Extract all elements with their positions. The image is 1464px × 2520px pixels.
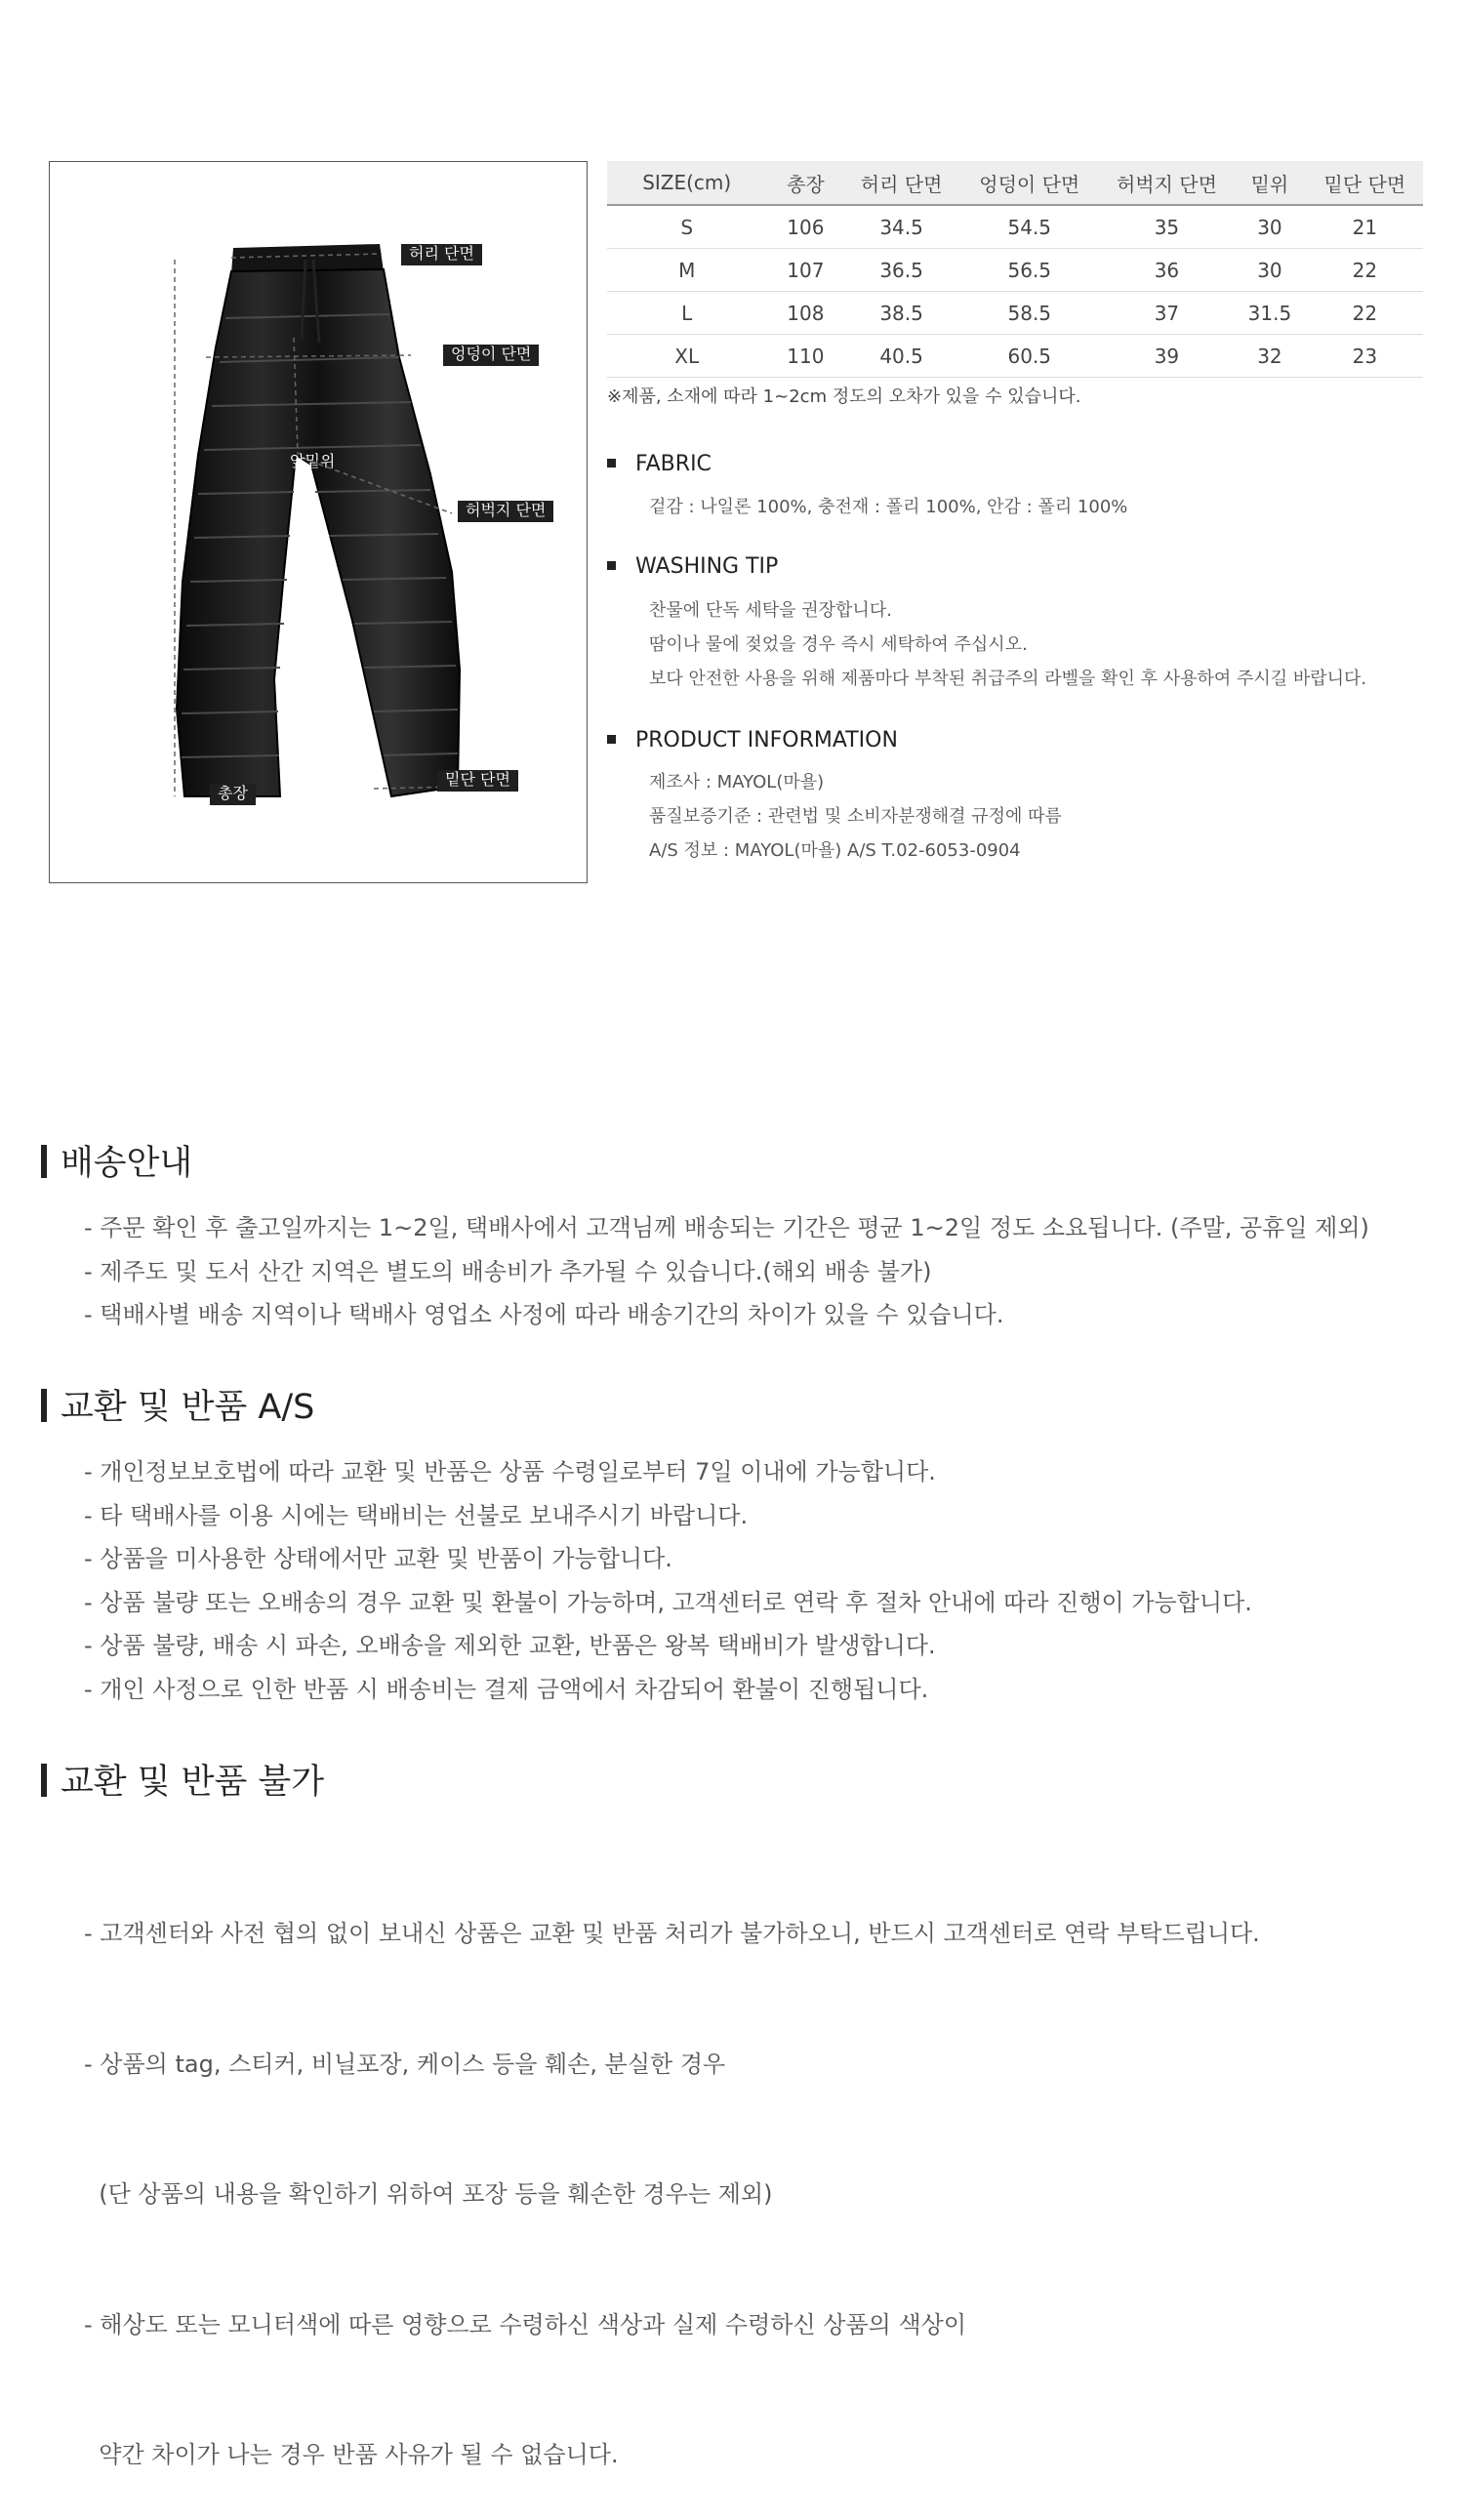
- table-cell: 30: [1233, 249, 1307, 292]
- header-hem: 밑단 단면: [1307, 161, 1423, 205]
- square-bullet-icon: [607, 561, 616, 570]
- list-item: - 상품을 미사용한 상태에서만 교환 및 반품이 가능합니다.: [84, 1545, 672, 1572]
- washing-line: 땀이나 물에 젖었을 경우 즉시 세탁하여 주십시오.: [649, 634, 1028, 655]
- header-rise: 밑위: [1233, 161, 1307, 205]
- washing-line: 찬물에 단독 세탁을 권장합니다.: [649, 600, 892, 621]
- header-size: SIZE(cm): [607, 161, 766, 205]
- table-cell: 22: [1307, 249, 1423, 292]
- header-thigh: 허벅지 단면: [1101, 161, 1233, 205]
- table-cell: 32: [1233, 335, 1307, 378]
- table-cell: 107: [766, 249, 844, 292]
- list-item: - 상품의 tag, 스티커, 비닐포장, 케이스 등을 훼손, 분실한 경우: [84, 2050, 726, 2078]
- table-row: [607, 249, 1423, 292]
- label-thigh: 허벅지 단면: [458, 501, 553, 522]
- product-info-heading: [607, 728, 898, 752]
- size-table: [607, 161, 1423, 378]
- square-bullet-icon: [607, 735, 616, 744]
- washing-body: [649, 593, 1366, 696]
- table-cell: 40.5: [844, 335, 957, 378]
- table-cell: 110: [766, 335, 844, 378]
- list-item: - 타 택배사를 이용 시에는 택배비는 선불로 보내주시기 바랍니다.: [84, 1501, 749, 1529]
- product-info-line: 제조사 : MAYOL(마욜): [649, 772, 825, 793]
- shipping-title: 배송안내: [61, 1144, 193, 1183]
- exchange-title: 교환 및 반품 A/S: [61, 1388, 315, 1427]
- shipping-list: [84, 1206, 1369, 1337]
- no-exchange-heading: [41, 1761, 324, 1804]
- fabric-body: [649, 490, 1127, 524]
- shipping-heading: [41, 1142, 192, 1185]
- product-info-body: [649, 765, 1062, 868]
- no-exchange-title: 교환 및 반품 불가: [61, 1763, 325, 1802]
- table-cell: 60.5: [958, 335, 1101, 378]
- washing-heading: [607, 554, 778, 579]
- table-cell: 54.5: [958, 205, 1101, 249]
- header-waist: 허리 단면: [844, 161, 957, 205]
- heading-bar: [41, 1145, 47, 1178]
- label-hem: 밑단 단면: [437, 770, 518, 792]
- table-cell: 22: [1307, 292, 1423, 335]
- table-cell: M: [607, 249, 766, 292]
- list-item: - 주문 확인 후 출고일까지는 1~2일, 택배사에서 고객님께 배송되는 기간은 평균 1~2일 정도 소요됩니다. (주말, 공휴일 제외): [84, 1214, 1369, 1241]
- pants-body: [177, 269, 460, 796]
- exchange-list: [84, 1450, 1252, 1711]
- table-cell: L: [607, 292, 766, 335]
- table-cell: 34.5: [844, 205, 957, 249]
- product-info-line: A/S 정보 : MAYOL(마욜) A/S T.02-6053-0904: [649, 840, 1021, 861]
- table-row: [607, 205, 1423, 249]
- header-hip: 엉덩이 단면: [958, 161, 1101, 205]
- label-length: 총장: [210, 784, 256, 805]
- size-note: ※제품, 소재에 따라 1~2cm 정도의 오차가 있을 수 있습니다.: [607, 386, 1081, 407]
- table-cell: 56.5: [958, 249, 1101, 292]
- list-item: - 개인정보보호법에 따라 교환 및 반품은 상품 수령일로부터 7일 이내에 가능합니다.: [84, 1458, 936, 1485]
- table-cell: 58.5: [958, 292, 1101, 335]
- list-item: 약간 차이가 나는 경우 반품 사유가 될 수 없습니다.: [84, 2441, 619, 2468]
- fabric-title: FABRIC: [635, 452, 712, 476]
- no-exchange-list: [84, 1825, 1260, 2520]
- table-cell: 21: [1307, 205, 1423, 249]
- table-cell: 35: [1101, 205, 1233, 249]
- fabric-line: 겉감 : 나일론 100%, 충전재 : 폴리 100%, 안감 : 폴리 100%: [649, 497, 1128, 517]
- list-item: - 해상도 또는 모니터색에 따른 영향으로 수령하신 색상과 실제 수령하신 상품의 색상이: [84, 2310, 967, 2338]
- washing-line: 보다 안전한 사용을 위해 제품마다 부착된 취급주의 라벨을 확인 후 사용하여 주시길 바랍니다.: [649, 669, 1367, 689]
- fabric-heading: [607, 452, 712, 476]
- table-cell: 108: [766, 292, 844, 335]
- label-front-rise: 앞밑위: [290, 452, 336, 470]
- table-cell: 38.5: [844, 292, 957, 335]
- heading-bar: [41, 1764, 47, 1797]
- product-info-title: PRODUCT INFORMATION: [635, 728, 898, 752]
- table-cell: 106: [766, 205, 844, 249]
- exchange-heading: [41, 1386, 314, 1429]
- list-item: - 개인 사정으로 인한 반품 시 배송비는 결제 금액에서 차감되어 환불이 진행됩니다.: [84, 1675, 929, 1703]
- product-figure: [49, 161, 588, 883]
- table-cell: XL: [607, 335, 766, 378]
- table-cell: S: [607, 205, 766, 249]
- table-cell: 37: [1101, 292, 1233, 335]
- table-cell: 36: [1101, 249, 1233, 292]
- table-row: [607, 292, 1423, 335]
- square-bullet-icon: [607, 459, 616, 467]
- list-item: - 고객센터와 사전 협의 없이 보내신 상품은 교환 및 반품 처리가 불가하오니, 반드시 고객센터로 연락 부탁드립니다.: [84, 1920, 1260, 1947]
- label-waist: 허리 단면: [401, 244, 482, 265]
- table-row: [607, 335, 1423, 378]
- table-cell: 30: [1233, 205, 1307, 249]
- list-item: - 상품 불량 또는 오배송의 경우 교환 및 환불이 가능하며, 고객센터로 연락 후 절차 안내에 따라 진행이 가능합니다.: [84, 1588, 1252, 1616]
- label-hip: 엉덩이 단면: [443, 345, 539, 366]
- list-item: - 상품 불량, 배송 시 파손, 오배송을 제외한 교환, 반품은 왕복 택배비가 발생합니다.: [84, 1632, 936, 1659]
- size-table-header: [607, 161, 1423, 205]
- table-cell: 31.5: [1233, 292, 1307, 335]
- header-length: 총장: [766, 161, 844, 205]
- table-cell: 36.5: [844, 249, 957, 292]
- table-cell: 23: [1307, 335, 1423, 378]
- list-item: (단 상품의 내용을 확인하기 위하여 포장 등을 훼손한 경우는 제외): [84, 2180, 773, 2208]
- list-item: - 제주도 및 도서 산간 지역은 별도의 배송비가 추가될 수 있습니다.(해외 배송 불가): [84, 1257, 932, 1285]
- washing-title: WASHING TIP: [635, 554, 779, 579]
- product-info-line: 품질보증기준 : 관련법 및 소비자분쟁해결 규정에 따름: [649, 806, 1062, 827]
- heading-bar: [41, 1389, 47, 1422]
- list-item: - 택배사별 배송 지역이나 택배사 영업소 사정에 따라 배송기간의 차이가 있을 수 있습니다.: [84, 1301, 1004, 1328]
- table-cell: 39: [1101, 335, 1233, 378]
